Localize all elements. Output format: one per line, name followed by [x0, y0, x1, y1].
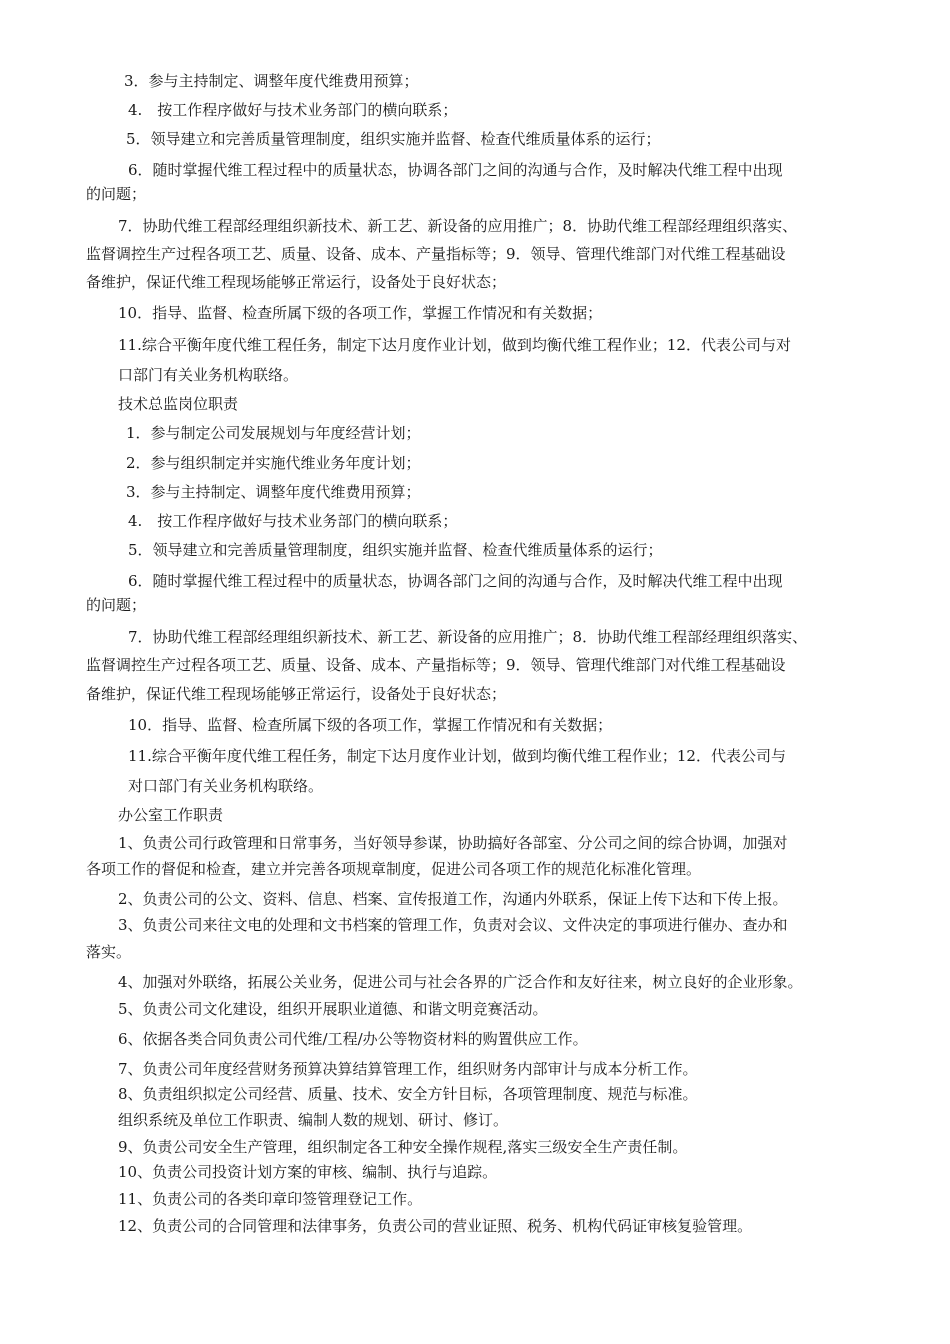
duty-line: 10．指导、监督、检查所属下级的各项工作，掌握工作情况和有关数据； — [128, 716, 613, 734]
duty-line: 9、负责公司安全生产管理，组织制定各工种安全操作规程,落实三级安全生产责任制。 — [118, 1138, 688, 1156]
duty-line: 11、负责公司的各类印章印签管理登记工作。 — [118, 1190, 423, 1208]
duty-line: 7．协助代维工程部经理组织新技术、新工艺、新设备的应用推广；8．协助代维工程部经理组织落实、 — [118, 217, 798, 235]
duty-line: 的问题； — [86, 185, 147, 203]
duty-line: 备维护，保证代维工程现场能够正常运行，设备处于良好状态； — [86, 273, 507, 291]
duty-line: 7、负责公司年度经营财务预算决算结算管理工作，组织财务内部审计与成本分析工作。 — [118, 1060, 698, 1078]
duty-line: 7．协助代维工程部经理组织新技术、新工艺、新设备的应用推广；8．协助代维工程部经理组织落实、 — [128, 628, 808, 646]
duty-line: 6、依据各类合同负责公司代维/工程/办公等物资材料的购置供应工作。 — [118, 1030, 588, 1048]
duty-line: 12、负责公司的合同管理和法律事务，负责公司的营业证照、税务、机构代码证审核复验管理。 — [118, 1217, 753, 1235]
duty-line: 6．随时掌握代维工程过程中的质量状态，协调各部门之间的沟通与合作，及时解决代维工程中出现 — [128, 572, 783, 590]
duty-line: 口部门有关业务机构联络。 — [118, 366, 299, 384]
duty-line: 8、负责组织拟定公司经营、质量、技术、安全方针目标，各项管理制度、规范与标准。 — [118, 1085, 698, 1103]
duty-line: 3、负责公司来往文电的处理和文书档案的管理工作，负责对会议、文件决定的事项进行催办、查办和 — [118, 916, 788, 934]
duty-line: 监督调控生产过程各项工艺、质量、设备、成本、产量指标等；9．领导、管理代维部门对代维工程基础设 — [86, 656, 786, 674]
duty-line: 4. 按工作程序做好与技术业务部门的横向联系； — [128, 101, 458, 119]
duty-line: 各项工作的督促和检查，建立并完善各项规章制度，促进公司各项工作的规范化标准化管理。 — [86, 860, 702, 878]
duty-line: 落实。 — [86, 943, 132, 961]
duty-line: 11.综合平衡年度代维工程任务，制定下达月度作业计划，做到均衡代维工程作业；12．代表公司与对 — [118, 336, 791, 354]
duty-line: 5．领导建立和完善质量管理制度，组织实施并监督、检查代维质量体系的运行； — [126, 130, 661, 148]
duty-line: 5．领导建立和完善质量管理制度，组织实施并监督、检查代维质量体系的运行； — [128, 541, 663, 559]
duty-line: 备维护，保证代维工程现场能够正常运行，设备处于良好状态； — [86, 685, 507, 703]
duty-line: 11.综合平衡年度代维工程任务，制定下达月度作业计划，做到均衡代维工程作业；12．代表公司与 — [128, 747, 786, 765]
duty-line: 的问题； — [86, 596, 147, 614]
duty-line: 3．参与主持制定、调整年度代维费用预算； — [126, 483, 421, 501]
duty-line: 2、负责公司的公文、资料、信息、档案、宣传报道工作，沟通内外联系，保证上传下达和下传上报。 — [118, 890, 788, 908]
section-title-office: 办公室工作职责 — [118, 806, 224, 824]
duty-line: 1、负责公司行政管理和日常事务，当好领导参谋，协助搞好各部室、分公司之间的综合协调，加强对 — [118, 834, 788, 852]
section-title-tech-director: 技术总监岗位职责 — [118, 395, 239, 413]
duty-line: 1．参与制定公司发展规划与年度经营计划； — [126, 424, 421, 442]
duty-line: 4、加强对外联络，拓展公关业务，促进公司与社会各界的广泛合作和友好往来，树立良好的企业形象。 — [118, 973, 803, 991]
duty-line: 5、负责公司文化建设，组织开展职业道德、和谐文明竞赛活动。 — [118, 1000, 548, 1018]
duty-line: 4. 按工作程序做好与技术业务部门的横向联系； — [128, 512, 458, 530]
duty-line: 3．参与主持制定、调整年度代维费用预算； — [124, 72, 419, 90]
duty-line: 组织系统及单位工作职责、编制人数的规划、研讨、修订。 — [118, 1111, 509, 1129]
duty-line: 6．随时掌握代维工程过程中的质量状态，协调各部门之间的沟通与合作，及时解决代维工程中出现 — [128, 161, 783, 179]
duty-line: 10、负责公司投资计划方案的审核、编制、执行与追踪。 — [118, 1163, 498, 1181]
duty-line: 对口部门有关业务机构联络。 — [128, 777, 324, 795]
duty-line: 2．参与组织制定并实施代维业务年度计划； — [126, 454, 421, 472]
duty-line: 监督调控生产过程各项工艺、质量、设备、成本、产量指标等；9．领导、管理代维部门对代维工程基础设 — [86, 245, 786, 263]
duty-line: 10．指导、监督、检查所属下级的各项工作，掌握工作情况和有关数据； — [118, 304, 603, 322]
